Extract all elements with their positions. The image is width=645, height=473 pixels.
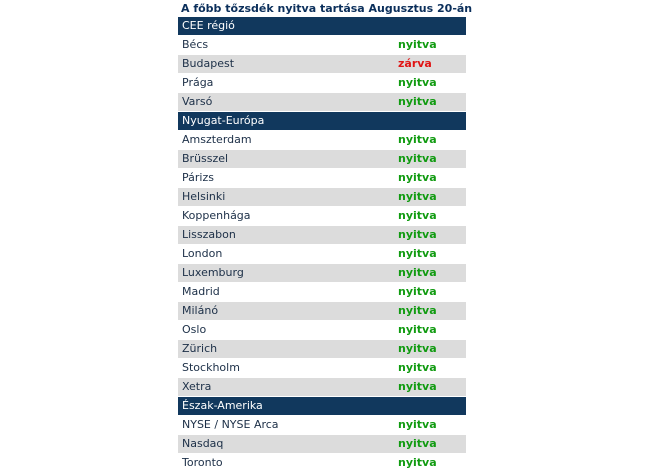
status-badge: nyitva xyxy=(328,264,466,283)
table-row xyxy=(178,321,466,340)
exchange-name: Prága xyxy=(178,74,328,93)
section-header xyxy=(178,397,466,416)
status-badge: nyitva xyxy=(328,321,466,340)
exchange-name: Stockholm xyxy=(178,359,328,378)
exchange-name: Milánó xyxy=(178,302,328,321)
exchange-name: Zürich xyxy=(178,340,328,359)
status-badge: nyitva xyxy=(328,416,466,435)
status-badge: nyitva xyxy=(328,131,466,150)
exchange-name: Oslo xyxy=(178,321,328,340)
exchange-name: Varsó xyxy=(178,93,328,112)
section-title: Észak-Amerika xyxy=(178,397,466,416)
exchange-hours-panel xyxy=(178,0,473,473)
table-row xyxy=(178,340,466,359)
exchange-name: Párizs xyxy=(178,169,328,188)
status-badge: nyitva xyxy=(328,93,466,112)
table-row xyxy=(178,169,466,188)
exchange-name: Brüsszel xyxy=(178,150,328,169)
table-row xyxy=(178,359,466,378)
table-row xyxy=(178,454,466,473)
status-badge: nyitva xyxy=(328,435,466,454)
status-badge: zárva xyxy=(328,55,466,74)
section-header xyxy=(178,112,466,131)
table-row xyxy=(178,378,466,397)
status-badge: nyitva xyxy=(328,74,466,93)
table-row xyxy=(178,55,466,74)
exchange-name: Koppenhága xyxy=(178,207,328,226)
exchange-name: Madrid xyxy=(178,283,328,302)
exchange-name: Nasdaq xyxy=(178,435,328,454)
table-row xyxy=(178,416,466,435)
exchange-name: London xyxy=(178,245,328,264)
table-row xyxy=(178,245,466,264)
status-badge: nyitva xyxy=(328,302,466,321)
section-title: CEE régió xyxy=(178,17,466,36)
section-header xyxy=(178,17,466,36)
status-badge: nyitva xyxy=(328,454,466,473)
exchange-name: Budapest xyxy=(178,55,328,74)
exchange-table xyxy=(178,17,466,473)
exchange-name: NYSE / NYSE Arca xyxy=(178,416,328,435)
status-badge: nyitva xyxy=(328,378,466,397)
exchange-name: Lisszabon xyxy=(178,226,328,245)
table-row xyxy=(178,93,466,112)
exchange-name: Helsinki xyxy=(178,188,328,207)
table-row xyxy=(178,150,466,169)
status-badge: nyitva xyxy=(328,36,466,55)
table-row xyxy=(178,226,466,245)
exchange-name: Luxemburg xyxy=(178,264,328,283)
status-badge: nyitva xyxy=(328,340,466,359)
status-badge: nyitva xyxy=(328,359,466,378)
status-badge: nyitva xyxy=(328,188,466,207)
table-row xyxy=(178,131,466,150)
status-badge: nyitva xyxy=(328,226,466,245)
table-row xyxy=(178,283,466,302)
exchange-name: Bécs xyxy=(178,36,328,55)
page-title: A főbb tőzsdék nyitva tartása Augusztus 20-án xyxy=(181,2,473,15)
status-badge: nyitva xyxy=(328,150,466,169)
status-badge: nyitva xyxy=(328,245,466,264)
exchange-table-body xyxy=(178,17,466,473)
table-row xyxy=(178,302,466,321)
status-badge: nyitva xyxy=(328,283,466,302)
table-row xyxy=(178,74,466,93)
table-row xyxy=(178,188,466,207)
exchange-name: Xetra xyxy=(178,378,328,397)
table-row xyxy=(178,36,466,55)
table-row xyxy=(178,264,466,283)
status-badge: nyitva xyxy=(328,169,466,188)
exchange-name: Amszterdam xyxy=(178,131,328,150)
section-title: Nyugat-Európa xyxy=(178,112,466,131)
exchange-name: Toronto xyxy=(178,454,328,473)
table-row xyxy=(178,207,466,226)
status-badge: nyitva xyxy=(328,207,466,226)
